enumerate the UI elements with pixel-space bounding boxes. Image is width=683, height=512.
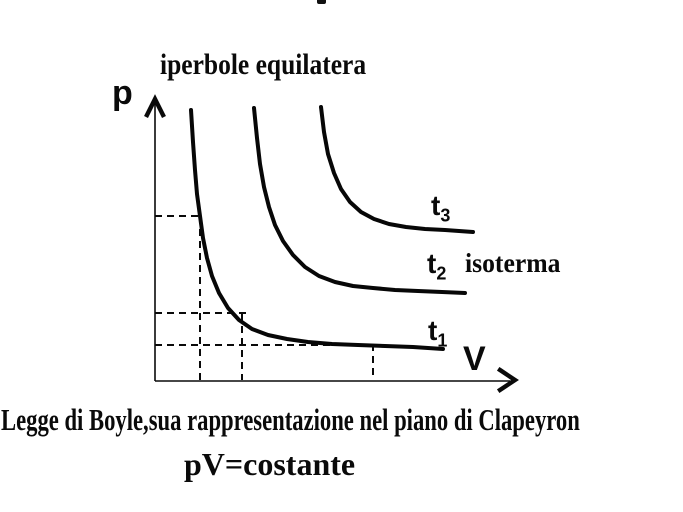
isotherm-label-t2-sub: 2 [436,263,447,284]
guide-lines [155,216,376,380]
isotherm-label-t3-sub: 3 [440,205,451,226]
caption-boyle-law: Legge di Boyle,sua rappresentazione nel piano di Clapeyron [1,402,580,437]
y-axis-label-p: p [112,74,133,112]
isotherm-label-t2 [427,248,447,284]
x-axis-arrowhead [500,370,515,390]
isotherm-label-t3 [431,190,451,226]
isotherm-curves [191,107,473,349]
caption-equation: pV=costante [184,446,356,482]
annotation-isoterma: isoterma [465,248,561,278]
isotherm-label-t1 [428,315,448,351]
annotation-iperbole-equilatera: iperbole equilatera [160,48,367,81]
top-crop-artifact [317,0,326,4]
isotherm-label-t3-base: t [431,190,441,221]
isotherm-label-t2-base: t [427,248,437,279]
isotherm-label-t1-base: t [428,315,438,346]
axes [155,102,510,381]
isotherm-label-t1-sub: 1 [437,330,448,351]
x-axis-label-v: V [463,340,486,378]
